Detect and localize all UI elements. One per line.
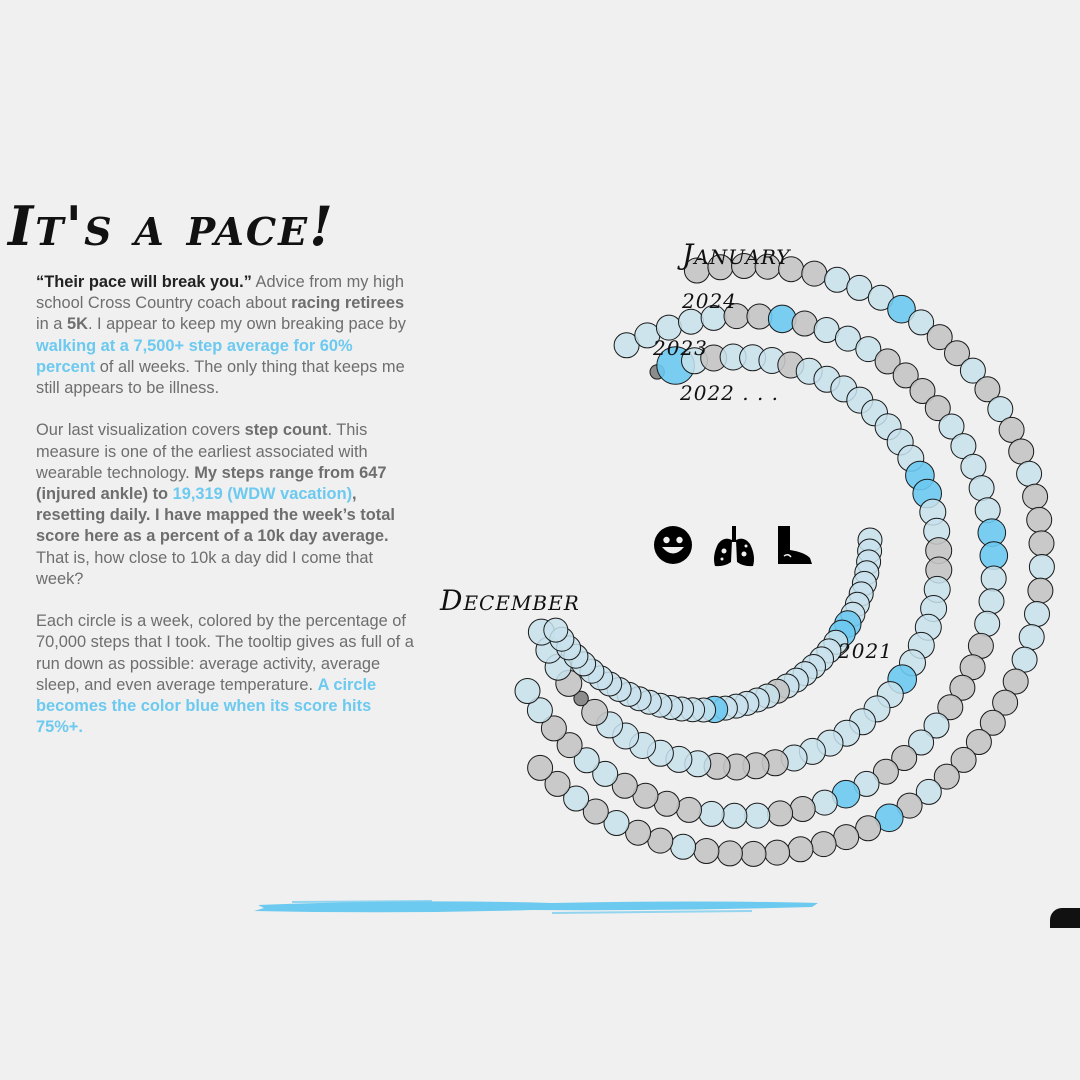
week-circle-2024-40[interactable]: [788, 837, 813, 862]
label-january: January: [682, 238, 791, 271]
week-circle-2024-45[interactable]: [671, 834, 696, 859]
week-circle-2024-25[interactable]: [1025, 602, 1050, 627]
week-circle-2024-24[interactable]: [1028, 578, 1053, 603]
week-circle-2024-52[interactable]: [528, 755, 553, 780]
label-2023: 2023: [653, 336, 708, 360]
highlight: A circle becomes the color blue when its score hits 75%+.: [36, 675, 377, 737]
highlight: 19,319 (WDW vacation): [172, 485, 353, 504]
week-circle-2024-26[interactable]: [1019, 625, 1044, 650]
week-circle-2024-46[interactable]: [648, 828, 673, 853]
week-circle-2024-7[interactable]: [825, 267, 850, 292]
week-circle-2024-44[interactable]: [694, 839, 719, 864]
week-circle-2024-38[interactable]: [834, 825, 859, 850]
week-circle-2023-52[interactable]: [515, 679, 540, 704]
emphasis: step count: [244, 421, 328, 440]
emphasis: 5K: [66, 315, 88, 334]
decorative-brush-stroke: [252, 897, 820, 917]
week-circle-2023-38[interactable]: [790, 797, 815, 822]
text: . I appear to keep my own breaking pace by: [87, 315, 406, 334]
week-circle-2023-26[interactable]: [975, 611, 1000, 636]
week-circle-2024-21[interactable]: [1027, 507, 1052, 532]
week-circle-2024-39[interactable]: [811, 832, 836, 857]
week-circle-2023-23[interactable]: [980, 542, 1008, 570]
text: . This measure is one of the earliest associated with wearable technology.: [36, 421, 368, 482]
week-circle-2024-23[interactable]: [1029, 555, 1054, 580]
corner-tab[interactable]: [1050, 908, 1080, 928]
week-circle-2023-43[interactable]: [677, 797, 702, 822]
emphasis: racing retirees: [291, 294, 405, 313]
week-circle-2021-41[interactable]: [544, 618, 568, 642]
smiley-icon[interactable]: [652, 524, 694, 566]
week-circle-2023-21[interactable]: [975, 498, 1000, 523]
text: Our last visualization covers: [36, 421, 245, 440]
label-december: December: [440, 584, 580, 617]
label-2022: 2022 . . .: [680, 381, 780, 405]
week-circle-2023-20[interactable]: [969, 476, 994, 501]
week-circle-2024-27[interactable]: [1012, 647, 1037, 672]
week-circle-2023-8[interactable]: [768, 305, 796, 333]
week-circle-2024-42[interactable]: [741, 841, 766, 866]
week-circle-2023-41[interactable]: [722, 803, 747, 828]
metric-icons: [652, 524, 814, 568]
page-title: It's a pace!: [8, 194, 335, 258]
foot-icon[interactable]: [774, 524, 814, 566]
lungs-icon[interactable]: [712, 524, 756, 568]
emphasis: My steps range from 647 (injured ankle) to: [36, 463, 387, 504]
week-circle-2024-37[interactable]: [856, 816, 881, 841]
text: That is, how close to 10k a day did I come that week?: [36, 548, 374, 588]
week-circle-2023-24[interactable]: [981, 566, 1006, 591]
week-circle-2024-19[interactable]: [1017, 461, 1042, 486]
week-circle-2024-6[interactable]: [802, 261, 827, 286]
week-circle-2024-22[interactable]: [1029, 531, 1054, 556]
label-2024: 2024: [682, 289, 737, 313]
week-circle-2024-41[interactable]: [765, 840, 790, 865]
week-circle-2023-40[interactable]: [745, 803, 770, 828]
week-circle-2024-20[interactable]: [1023, 484, 1048, 509]
week-circle-2023-25[interactable]: [979, 589, 1004, 614]
emphasis: , resetting daily. I have mapped the week’s total score here as a percent of a 10k day average.: [36, 485, 395, 546]
text: Advice from my high school Cross Country coach about: [36, 273, 405, 313]
week-circle-2023-9[interactable]: [792, 311, 817, 336]
label-2021: 2021: [838, 639, 893, 663]
week-circle-2024-43[interactable]: [717, 841, 742, 866]
week-circle-2023-37[interactable]: [812, 790, 837, 815]
week-circle-2023-39[interactable]: [768, 801, 793, 826]
coach-quote: “Their pace will break you.”: [36, 273, 252, 291]
week-circle-2023-42[interactable]: [699, 801, 724, 826]
text: of all weeks. The only thing that keeps me still appears to be illness.: [36, 357, 405, 398]
text: Each circle is a week, colored by the percentage of 70,000 steps that I took. The tooltip gives as full of a run down as possible: average activity, average sleep, and even average temperature.: [36, 612, 414, 694]
highlight: walking at a 7,500+ step average for 60% percent: [36, 336, 353, 376]
text: in a: [36, 315, 67, 334]
week-circle-2024-18[interactable]: [1009, 439, 1034, 464]
